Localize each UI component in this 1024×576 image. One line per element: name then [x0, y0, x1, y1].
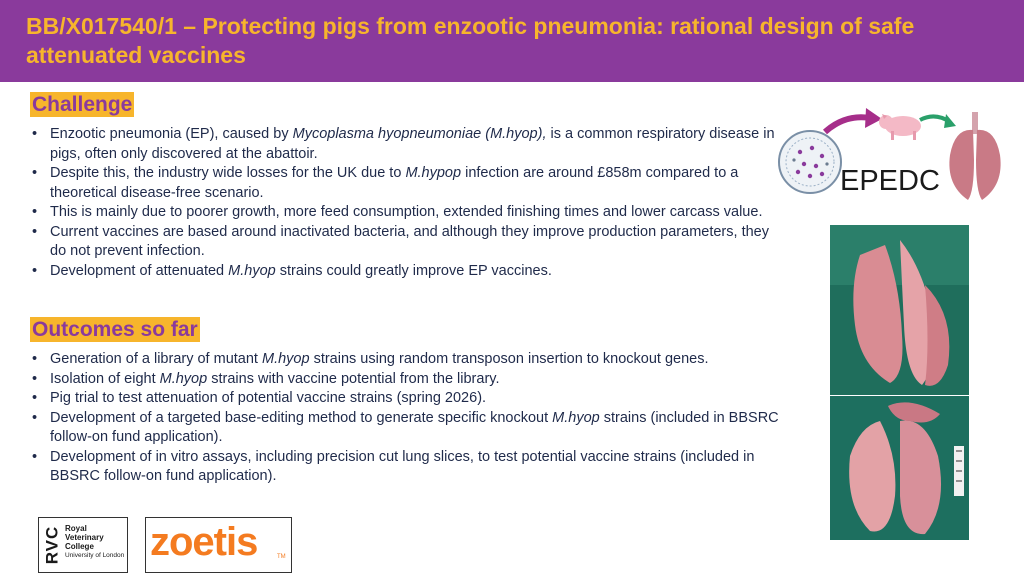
list-item: • Enzootic pneumonia (EP), caused by Mycoplasma hyopneumoniae (M.hyop), is a common respiratory disease in pigs, often only discovered at the abattoir. — [26, 125, 786, 164]
list-item: • This is mainly due to poorer growth, more feed consumption, extended finishing times and lower carcass value. — [26, 203, 786, 223]
arrow-head-icon — [944, 114, 956, 128]
list-item: • Development of in vitro assays, including precision cut lung slices, to test potential vaccine strains (included in BBSRC follow-on fund application). — [26, 448, 786, 487]
mycoplasma-cell-icon — [779, 131, 841, 193]
list-item: • Isolation of eight M.hyop strains with vaccine potential from the library. — [26, 370, 786, 390]
pig-icon — [879, 114, 921, 140]
rvc-subline: University of London — [65, 552, 125, 559]
rvc-logo — [38, 517, 128, 573]
lungs-icon — [949, 112, 1000, 200]
zoetis-wordmark: zoetis — [150, 520, 258, 564]
list-item: • Pig trial to test attenuation of potential vaccine strains (spring 2026). — [26, 389, 786, 409]
challenge-heading: Challenge — [32, 93, 133, 116]
arrow-head-icon — [865, 108, 882, 128]
rvc-line: Royal — [65, 524, 87, 533]
lung-photo — [830, 396, 969, 540]
rvc-line: Veterinary — [65, 533, 104, 542]
list-item: • Development of attenuated M.hyop strains could greatly improve EP vaccines. — [26, 262, 786, 282]
list-item: • Current vaccines are based around inactivated bacteria, and although they improve production parameters, they do not prevent infection. — [26, 223, 786, 262]
outcomes-heading: Outcomes so far — [32, 318, 198, 341]
rvc-line: College — [65, 542, 94, 551]
rvc-mark: RVC — [42, 525, 61, 565]
zoetis-logo — [145, 517, 292, 573]
outcomes-list — [26, 350, 786, 487]
list-item: • Development of a targeted base-editing method to generate specific knockout M.hyop strains (included in BBSRC follow-on fund application). — [26, 409, 786, 448]
list-item: • Despite this, the industry wide losses for the UK due to M.hypop infection are around £858m compared to a theoretical disease-free scenario. — [26, 164, 786, 203]
trademark-mark: TM — [277, 554, 286, 560]
lung-photo — [830, 225, 969, 395]
list-item: • Generation of a library of mutant M.hyop strains using random transposon insertion to knockout genes. — [26, 350, 786, 370]
challenge-list — [26, 125, 786, 281]
epedc-label: EPEDC — [840, 165, 940, 197]
epedc-graphic — [770, 100, 1015, 210]
title-banner — [0, 0, 1024, 82]
page-title: BB/X017540/1 – Protecting pigs from enzootic pneumonia: rational design of safe attenuated vaccines — [26, 13, 915, 68]
arrow-icon — [825, 117, 870, 132]
